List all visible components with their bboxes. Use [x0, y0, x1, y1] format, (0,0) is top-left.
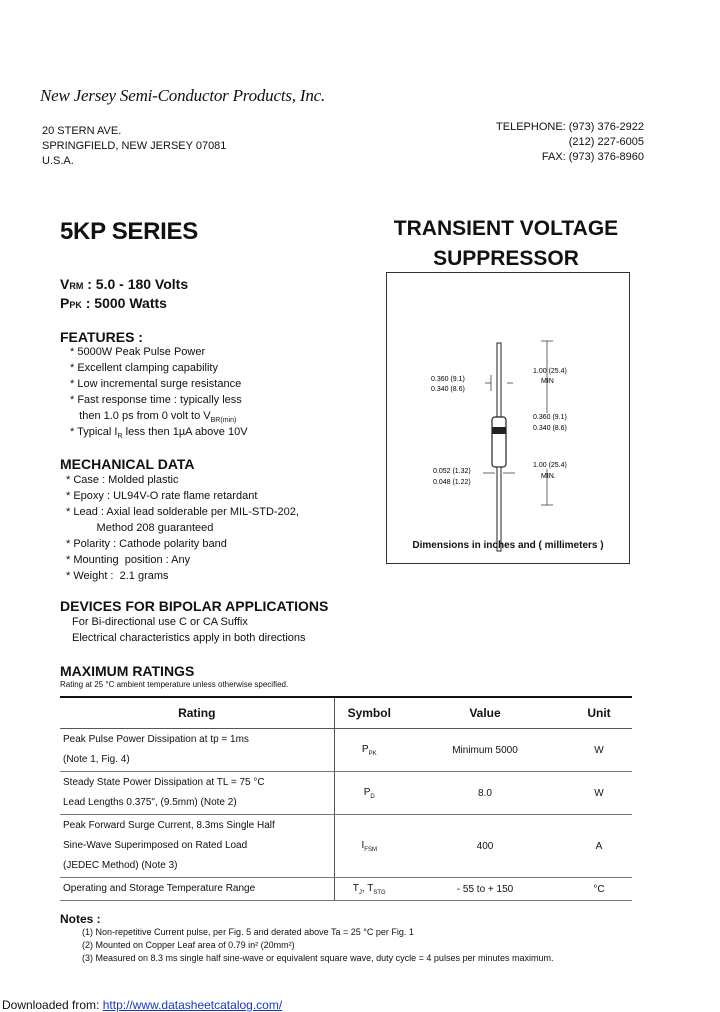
dim-label: 0.360 (9.1): [431, 376, 465, 383]
ppk-value: : 5000 Watts: [81, 295, 167, 311]
dim-label: 0.048 (1.22): [433, 479, 471, 486]
ppk-rating: [60, 295, 188, 314]
max-ratings-heading: MAXIMUM RATINGS: [60, 663, 195, 679]
cathode-band: [492, 427, 506, 434]
symbol-cell: [334, 729, 404, 772]
download-label: Downloaded from:: [2, 998, 100, 1012]
note-item: (2) Mounted on Copper Leaf area of 0.79 in² (20mm²): [82, 940, 295, 950]
feature-item: * Excellent clamping capability: [70, 362, 218, 374]
table-header-row: [60, 697, 632, 729]
mechanical-item: * Mounting position : Any: [66, 554, 191, 566]
feature-item: * Fast response time : typically less: [70, 394, 242, 406]
dim-label: 1.00 (25.4): [533, 462, 567, 469]
table-row: [60, 772, 632, 815]
feature-item: [70, 424, 248, 440]
vrm-rating: [60, 276, 188, 295]
col-value: Value: [404, 697, 566, 729]
rating-line: Sine-Wave Superimposed on Rated Load: [63, 840, 248, 851]
table-row: [60, 878, 632, 901]
value-cell: 400: [404, 815, 566, 878]
vrm-sub: RM: [69, 281, 84, 291]
vrm-value: : 5.0 - 180 Volts: [83, 276, 189, 292]
symbol-sub: FSM: [364, 846, 377, 853]
symbol-cell: [334, 772, 404, 815]
product-title-line-1: TRANSIENT VOLTAGE: [393, 217, 619, 240]
dim-label: 0.052 (1.32): [433, 468, 471, 475]
ppk-symbol: P: [60, 295, 70, 311]
col-symbol: Symbol: [334, 697, 404, 729]
company-address: [42, 124, 226, 169]
rating-line: Lead Lengths 0.375", (9.5mm) (Note 2): [63, 797, 237, 808]
bottom-lead: [497, 467, 501, 551]
company-contact: [496, 120, 644, 165]
symbol-cell: [334, 878, 404, 901]
symbol: I: [361, 839, 365, 851]
notes: [60, 912, 553, 965]
feature-item: * 5000W Peak Pulse Power: [70, 346, 206, 358]
feature-text: then 1.0 ps from 0 volt to V: [70, 410, 211, 422]
ppk-sub: PK: [69, 300, 82, 310]
rating-cell: [60, 729, 334, 772]
rating-line: Steady State Power Dissipation at TL = 75 °C: [63, 777, 265, 788]
symbol-sub: D: [370, 793, 375, 800]
note-item: (3) Measured on 8.3 ms single half sine-wave or equivalent square wave, duty cycle = 4 pulses per minutes maximum.: [82, 953, 554, 963]
diagram-caption: Dimensions in inches and ( millimeters ): [412, 540, 604, 551]
symbol: P: [363, 786, 371, 798]
product-title: [384, 214, 628, 274]
symbol-sub: PK: [368, 750, 377, 757]
unit-cell: A: [566, 815, 632, 878]
dim-label: 0.340 (8.6): [431, 386, 465, 393]
feature-sub: BR(min): [210, 417, 237, 425]
notes-title: Notes :: [60, 912, 101, 926]
rating-line: (JEDEC Method) (Note 3): [63, 860, 178, 871]
dim-label: 1.00 (25.4): [533, 368, 567, 375]
mechanical-item: * Polarity : Cathode polarity band: [66, 538, 227, 550]
value-cell: Minimum 5000: [404, 729, 566, 772]
mechanical-item: * Lead : Axial lead solderable per MIL-STD-202,: [66, 506, 299, 518]
rating-line: Peak Pulse Power Dissipation at tp = 1ms: [63, 734, 249, 745]
package-drawing: [387, 273, 629, 563]
features-list: [70, 344, 248, 440]
symbol: T: [352, 882, 359, 894]
rating-line: (Note 1, Fig. 4): [63, 754, 130, 765]
symbol: P: [361, 743, 369, 755]
company-name: New Jersey Semi-Conductor Products, Inc.: [40, 86, 326, 105]
address-line-1: 20 STERN AVE.: [42, 125, 122, 137]
top-lead: [497, 343, 501, 427]
dim-label: MIN: [541, 378, 554, 385]
unit-cell: °C: [566, 878, 632, 901]
address-line-2: SPRINGFIELD, NEW JERSEY 07081: [42, 140, 227, 152]
feature-text: less then 1µA above 10V: [122, 426, 248, 438]
download-link[interactable]: http://www.datasheetcatalog.com/: [102, 998, 283, 1012]
download-footer: [2, 998, 282, 1012]
mechanical-list: [66, 472, 299, 584]
col-unit: Unit: [566, 697, 632, 729]
table-row: [60, 729, 632, 772]
address-line-3: U.S.A.: [42, 155, 74, 167]
dim-label: 0.360 (9.1): [533, 414, 567, 421]
package-diagram: [386, 272, 630, 564]
features-heading: FEATURES :: [60, 329, 143, 345]
bipolar-line: Electrical characteristics apply in both directions: [72, 632, 306, 644]
symbol-sub: STG: [373, 889, 386, 896]
feature-sub: R: [117, 433, 123, 441]
mechanical-heading: MECHANICAL DATA: [60, 456, 195, 472]
mechanical-item: * Epoxy : UL94V-O rate flame retardant: [66, 490, 258, 502]
dim-label: MIN.: [541, 473, 556, 480]
rating-line: Peak Forward Surge Current, 8.3ms Single Half: [63, 820, 275, 831]
rating-cell: [60, 815, 334, 878]
feature-item: [70, 408, 248, 424]
telephone-2: (212) 227-6005: [568, 136, 644, 148]
dim-label: 0.340 (8.6): [533, 425, 567, 432]
rating-cell: [60, 878, 334, 901]
col-rating: Rating: [60, 697, 334, 729]
max-ratings-table: [60, 696, 632, 901]
unit-cell: W: [566, 729, 632, 772]
mechanical-item: Method 208 guaranteed: [66, 522, 214, 534]
telephone: TELEPHONE: (973) 376-2922: [496, 121, 644, 133]
value-cell: 8.0: [404, 772, 566, 815]
key-ratings: [60, 276, 188, 314]
series-title: 5KP SERIES: [60, 218, 198, 245]
note-item: (1) Non-repetitive Current pulse, per Fig. 5 and derated above Ta = 25 °C per Fig. 1: [82, 927, 414, 937]
unit-cell: W: [566, 772, 632, 815]
symbol-sub: J: [358, 889, 362, 896]
product-title-line-2: SUPPRESSOR: [433, 247, 579, 270]
value-cell: - 55 to + 150: [404, 878, 566, 901]
mechanical-item: * Weight : 2.1 grams: [66, 570, 169, 582]
rating-line: Operating and Storage Temperature Range: [63, 883, 256, 894]
vrm-symbol: V: [60, 276, 70, 292]
bipolar-lines: [72, 614, 306, 646]
symbol-cell: [334, 815, 404, 878]
rating-cell: [60, 772, 334, 815]
bipolar-line: For Bi-directional use C or CA Suffix: [72, 616, 248, 628]
max-ratings-subheading: Rating at 25 °C ambient temperature unless otherwise specified.: [60, 680, 289, 689]
mechanical-item: * Case : Molded plastic: [66, 474, 179, 486]
diode-body: [492, 417, 506, 467]
table-row: [60, 815, 632, 878]
bipolar-heading: DEVICES FOR BIPOLAR APPLICATIONS: [60, 598, 329, 614]
feature-item: * Low incremental surge resistance: [70, 378, 242, 390]
symbol: , T: [361, 882, 374, 894]
fax: FAX: (973) 376-8960: [541, 151, 644, 163]
feature-text: * Typical I: [70, 426, 118, 438]
